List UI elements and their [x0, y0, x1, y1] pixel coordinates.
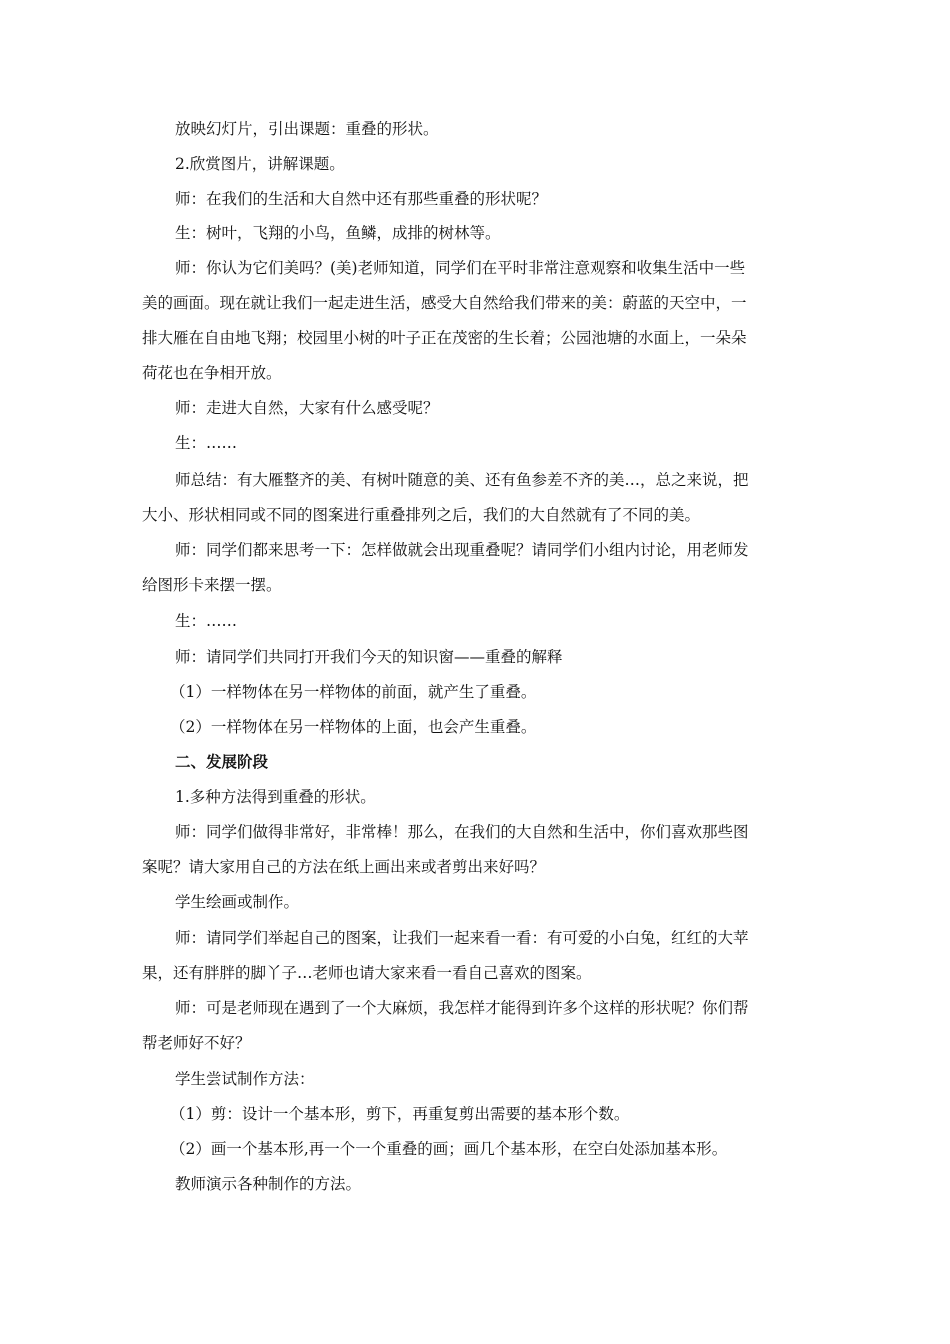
paragraph-line: 帮老师好不好？	[142, 1034, 251, 1052]
paragraph-line: 师：同学们做得非常好，非常棒！那么，在我们的大自然和生活中，你们喜欢那些图	[175, 823, 749, 841]
paragraph-line: 学生绘画或制作。	[175, 893, 300, 911]
paragraph-line: 师总结：有大雁整齐的美、有树叶随意的美、还有鱼参差不齐的美…，总之来说，把	[175, 471, 749, 489]
paragraph-line: 师：可是老师现在遇到了一个大麻烦，我怎样才能得到许多个这样的形状呢？你们帮	[175, 999, 749, 1017]
paragraph-line: 学生尝试制作方法：	[175, 1070, 315, 1088]
section-heading: 二、发展阶段	[175, 752, 269, 771]
list-item: （2）画一个基本形,再一个一个重叠的画；画几个基本形，在空白处添加基本形。	[170, 1140, 728, 1158]
paragraph-line: 师：走进大自然，大家有什么感受呢？	[175, 399, 439, 417]
paragraph-line: 生：树叶，飞翔的小鸟，鱼鳞，成排的树林等。	[175, 224, 501, 242]
paragraph-line: 1.多种方法得到重叠的形状。	[175, 788, 376, 806]
paragraph-line: 放映幻灯片，引出课题：重叠的形状。	[175, 120, 439, 138]
paragraph-line: 美的画面。现在就让我们一起走进生活，感受大自然给我们带来的美：蔚蓝的天空中，一	[142, 294, 747, 312]
paragraph-line: 生：……	[175, 434, 238, 452]
list-item: （2）一样物体在另一样物体的上面，也会产生重叠。	[170, 718, 537, 736]
paragraph-line: 师：你认为它们美吗？(美)老师知道，同学们在平时非常注意观察和收集生活中一些	[175, 259, 746, 277]
paragraph-line: 师：同学们都来思考一下：怎样做就会出现重叠呢？请同学们小组内讨论，用老师发	[175, 541, 749, 559]
paragraph-line: 果，还有胖胖的脚丫子…老师也请大家来看一看自己喜欢的图案。	[142, 964, 592, 982]
paragraph-line: 师：在我们的生活和大自然中还有那些重叠的形状呢？	[175, 190, 548, 208]
list-item: （1）剪：设计一个基本形，剪下，再重复剪出需要的基本形个数。	[170, 1105, 630, 1123]
paragraph-line: 师：请同学们共同打开我们今天的知识窗——重叠的解释	[175, 648, 563, 666]
paragraph-line: 荷花也在争相开放。	[142, 364, 282, 382]
paragraph-line: 教师演示各种制作的方法。	[175, 1175, 362, 1193]
paragraph-line: 师：请同学们举起自己的图案，让我们一起来看一看：有可爱的小白兔，红红的大苹	[175, 929, 749, 947]
paragraph-line: 生：……	[175, 612, 238, 630]
paragraph-line: 案呢？请大家用自己的方法在纸上画出来或者剪出来好吗？	[142, 858, 546, 876]
paragraph-line: 给图形卡来摆一摆。	[142, 576, 282, 594]
paragraph-line: 大小、形状相同或不同的图案进行重叠排列之后，我们的大自然就有了不同的美。	[142, 506, 701, 524]
paragraph-line: 排大雁在自由地飞翔；校园里小树的叶子正在茂密的生长着；公园池塘的水面上，一朵朵	[142, 329, 747, 347]
list-item: （1）一样物体在另一样物体的前面，就产生了重叠。	[170, 683, 537, 701]
paragraph-line: 2.欣赏图片，讲解课题。	[175, 155, 345, 173]
